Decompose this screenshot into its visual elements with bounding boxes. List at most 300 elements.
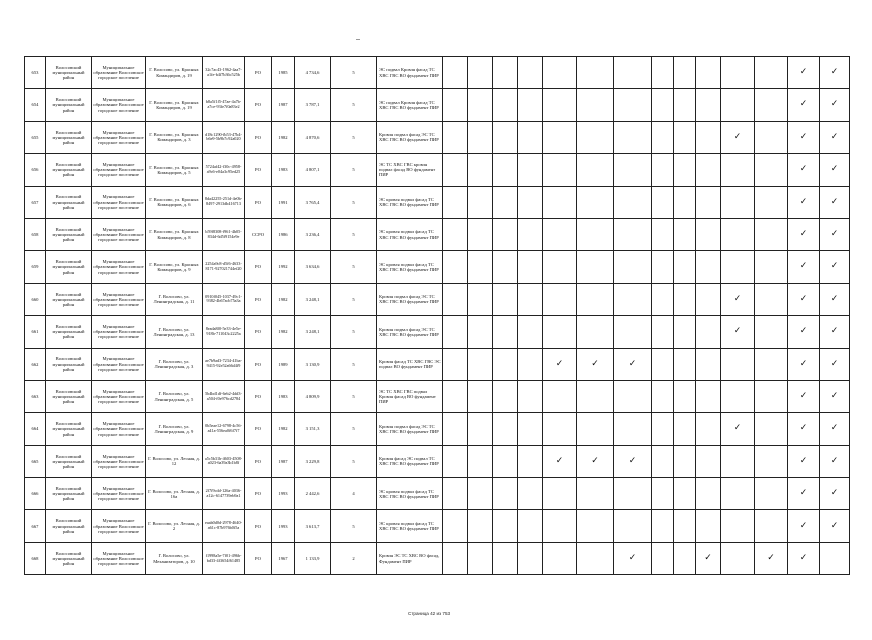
table-row [25,478,850,510]
empty-check-cell [696,445,721,477]
empty-check-cell [518,413,543,445]
row-number: 660 [25,283,46,315]
empty-check-cell [755,218,788,250]
guid-cell: 2f7f9cdd-126a-4036-a12c-6147739eb9a1 [203,478,245,510]
checkmark-icon: ✓ [543,348,577,380]
empty-check-cell [493,348,518,380]
empty-check-cell [468,57,493,89]
table-row [25,316,850,348]
empty-check-cell [468,445,493,477]
empty-check-cell [468,542,493,574]
empty-check-cell [468,283,493,315]
empty-check-cell [755,380,788,412]
empty-check-cell [577,542,614,574]
address-cell: Г. Волосово, ул. Ленинградская, д. 9 [146,413,203,445]
empty-check-cell [543,380,577,412]
empty-check-cell [652,542,674,574]
address-cell: Г. Волосово, ул. Лесная, д. 12 [146,445,203,477]
empty-check-cell [577,510,614,542]
guid-cell: b8a5f1f5-47ae-4a7b-a7ce-93fe7f0a83e2 [203,89,245,121]
settlement-cell: Муниципальное образование Волосовское городское поселение [92,380,146,412]
empty-check-cell [518,121,543,153]
empty-check-cell [674,283,696,315]
empty-check-cell [652,380,674,412]
address-cell: Г. Волосово, ул. Ленинградская, д. 3 [146,348,203,380]
district-cell: Волосовский муниципальный район [46,413,92,445]
empty-check-cell [577,283,614,315]
works-list-cell: ЭС кровля подвал фасад ТС ХВС ГВС ВО фундамент ПИР [377,478,443,510]
empty-check-cell [468,218,493,250]
empty-check-cell [755,445,788,477]
empty-check-cell [518,57,543,89]
year-cell: 1983 [272,154,295,186]
empty-check-cell [820,542,850,574]
works-list-cell: ЭС подвал Кровля фасад ТС ХВС ГВС ВО фундамент ПИР [377,57,443,89]
empty-check-cell [468,510,493,542]
settlement-cell: Муниципальное образование Волосовское городское поселение [92,316,146,348]
works-list-cell: ЭС кровля подвал фасад ТС ХВС ГВС ВО фундамент ПИР [377,510,443,542]
empty-check-cell [468,121,493,153]
empty-check-cell [443,380,468,412]
empty-check-cell [468,380,493,412]
area-cell: 4 809,9 [295,380,331,412]
guid-cell: ae7b9ad3-7234-41ba-9415-92e52a66d4f9 [203,348,245,380]
empty-check-cell [518,542,543,574]
empty-check-cell [443,413,468,445]
empty-check-cell [652,57,674,89]
empty-check-cell [443,283,468,315]
empty-check-cell [468,413,493,445]
empty-check-cell [696,89,721,121]
empty-check-cell [696,251,721,283]
table-row [25,445,850,477]
empty-check-cell [468,186,493,218]
table-row [25,251,850,283]
empty-check-cell [652,478,674,510]
table-row [25,542,850,574]
floors-cell: 2 [331,542,377,574]
guid-cell: 5b4bd1df-6eb2-4dd3-a504-f0e976cd2784 [203,380,245,412]
guid-cell: 0910f045-1037-49c1-9382-4b67acb75a3a [203,283,245,315]
table-body [25,57,850,575]
empty-check-cell [468,154,493,186]
floors-cell: 5 [331,316,377,348]
empty-check-cell [493,510,518,542]
address-cell: Г. Волосово, ул. Красных Командиров, д. 6 [146,186,203,218]
address-cell: Г. Волосово, ул. Лесная, д. 16а [146,478,203,510]
floors-cell: 5 [331,283,377,315]
checkmark-icon: ✓ [820,251,850,283]
empty-check-cell [652,89,674,121]
empty-check-cell [614,251,652,283]
guid-cell: 8eada8f0-5e33-4e5e-918b-711043c2225a [203,316,245,348]
empty-check-cell [652,186,674,218]
area-cell: 3 613,7 [295,510,331,542]
checkmark-icon: ✓ [788,348,820,380]
works-list-cell: Кровля фасад ТС ХВС ГВС ЭС подвал ВО фундамент ПИР [377,348,443,380]
empty-check-cell [543,154,577,186]
checkmark-icon: ✓ [788,380,820,412]
checkmark-icon: ✓ [788,121,820,153]
works-list-cell: Кровля подвал фасад ЭС ТС ХВС ГВС ВО фундамент ПИР [377,413,443,445]
empty-check-cell [518,283,543,315]
works-list-cell: ЭС кровля подвал фасад ТС ХВС ГВС ВО фундамент ПИР [377,218,443,250]
area-cell: 3 151,3 [295,413,331,445]
empty-check-cell [721,89,755,121]
empty-check-cell [614,316,652,348]
empty-check-cell [696,348,721,380]
checkmark-icon: ✓ [788,542,820,574]
empty-check-cell [468,89,493,121]
fund-type-cell: РО [245,186,272,218]
row-number: 656 [25,154,46,186]
scan-mark [356,39,360,40]
fund-type-cell: РО [245,413,272,445]
empty-check-cell [468,478,493,510]
empty-check-cell [721,510,755,542]
guid-cell: a5c5b31b-4603-4508-a023-6a39a3b1b8f [203,445,245,477]
empty-check-cell [518,251,543,283]
empty-check-cell [755,121,788,153]
empty-check-cell [721,380,755,412]
empty-check-cell [652,251,674,283]
empty-check-cell [493,316,518,348]
settlement-cell: Муниципальное образование Волосовское городское поселение [92,542,146,574]
area-cell: 3 765,4 [295,186,331,218]
checkmark-icon: ✓ [788,186,820,218]
empty-check-cell [696,121,721,153]
empty-check-cell [518,348,543,380]
area-cell: 4 807,1 [295,154,331,186]
district-cell: Волосовский муниципальный район [46,186,92,218]
empty-check-cell [614,510,652,542]
empty-check-cell [577,413,614,445]
works-list-cell: ЭС подвал Кровля фасад ТС ХВС ГВС ВО фундамент ПИР [377,89,443,121]
empty-check-cell [755,478,788,510]
empty-check-cell [721,251,755,283]
empty-check-cell [493,218,518,250]
empty-check-cell [577,89,614,121]
empty-check-cell [518,380,543,412]
empty-check-cell [674,154,696,186]
area-cell: 4 734,6 [295,57,331,89]
empty-check-cell [652,510,674,542]
fund-type-cell: РО [245,445,272,477]
empty-check-cell [493,57,518,89]
empty-check-cell [614,478,652,510]
address-cell: Г. Волосово, ул. Красных Командиров, д. 8 [146,218,203,250]
empty-check-cell [674,316,696,348]
district-cell: Волосовский муниципальный район [46,380,92,412]
checkmark-icon: ✓ [788,478,820,510]
district-cell: Волосовский муниципальный район [46,57,92,89]
empty-check-cell [614,283,652,315]
settlement-cell: Муниципальное образование Волосовское городское поселение [92,510,146,542]
empty-check-cell [755,510,788,542]
empty-check-cell [518,89,543,121]
empty-check-cell [696,380,721,412]
empty-check-cell [543,316,577,348]
address-cell: Г. Волосово, ул. Красных Командиров, д. 9 [146,251,203,283]
empty-check-cell [652,413,674,445]
checkmark-icon: ✓ [820,445,850,477]
year-cell: 1982 [272,413,295,445]
checkmark-icon: ✓ [820,478,850,510]
checkmark-icon: ✓ [788,154,820,186]
district-cell: Волосовский муниципальный район [46,154,92,186]
fund-type-cell: РО [245,542,272,574]
guid-cell: 2254a9c8-d5f6-4633-8171-927021744ef20 [203,251,245,283]
row-number: 654 [25,89,46,121]
empty-check-cell [696,186,721,218]
empty-check-cell [443,510,468,542]
table-row [25,121,850,153]
empty-check-cell [755,316,788,348]
fund-type-cell: РО [245,251,272,283]
address-cell: Г. Волосово, ул. Ленинградская, д. 13 [146,316,203,348]
fund-type-cell: РО [245,510,272,542]
empty-check-cell [755,251,788,283]
floors-cell: 5 [331,348,377,380]
empty-check-cell [493,121,518,153]
year-cell: 1982 [272,316,295,348]
empty-check-cell [577,121,614,153]
works-list-cell: ЭС ТС ХВС ГВС кровля подвал фасад ВО фундамент ПИР [377,154,443,186]
year-cell: 1987 [272,89,295,121]
year-cell: 1993 [272,510,295,542]
table-row [25,348,850,380]
area-cell: 3 248,1 [295,283,331,315]
empty-check-cell [674,186,696,218]
empty-check-cell [577,380,614,412]
empty-check-cell [493,186,518,218]
checkmark-icon: ✓ [721,413,755,445]
empty-check-cell [577,154,614,186]
empty-check-cell [543,186,577,218]
checkmark-icon: ✓ [788,445,820,477]
empty-check-cell [543,89,577,121]
checkmark-icon: ✓ [788,218,820,250]
empty-check-cell [493,478,518,510]
floors-cell: 5 [331,413,377,445]
works-list-cell: ЭС кровля подвал фасад ТС ХВС ГВС ВО фундамент ПИР [377,251,443,283]
district-cell: Волосовский муниципальный район [46,316,92,348]
empty-check-cell [696,57,721,89]
empty-check-cell [614,413,652,445]
fund-type-cell: РО [245,57,272,89]
empty-check-cell [443,89,468,121]
empty-check-cell [493,251,518,283]
floors-cell: 5 [331,380,377,412]
empty-check-cell [674,57,696,89]
year-cell: 1986 [272,218,295,250]
district-cell: Волосовский муниципальный район [46,283,92,315]
empty-check-cell [518,154,543,186]
empty-check-cell [674,121,696,153]
district-cell: Волосовский муниципальный район [46,251,92,283]
checkmark-icon: ✓ [755,542,788,574]
empty-check-cell [543,413,577,445]
address-cell: Г. Волосово, ул. Красных Командиров, д. 19 [146,57,203,89]
empty-check-cell [543,251,577,283]
checkmark-icon: ✓ [543,445,577,477]
works-list-cell: Кровля ЭС ТС ХВС ВО фасад, Фундамент ПИР [377,542,443,574]
checkmark-icon: ✓ [820,380,850,412]
address-cell: Г. Волосово, ул. Красных Командиров, д. 5 [146,154,203,186]
guid-cell: 5724af42-f30c-4958-a9c6-e04a3c95ed25 [203,154,245,186]
empty-check-cell [443,478,468,510]
checkmark-icon: ✓ [820,510,850,542]
empty-check-cell [518,510,543,542]
year-cell: 1991 [272,186,295,218]
empty-check-cell [614,186,652,218]
empty-check-cell [696,283,721,315]
area-cell: 3 236,4 [295,218,331,250]
district-cell: Волосовский муниципальный район [46,510,92,542]
empty-check-cell [443,186,468,218]
district-cell: Волосовский муниципальный район [46,218,92,250]
floors-cell: 5 [331,57,377,89]
guid-cell: 32c7ac43-1962-4aa7-a1fe-b4f7b36c525b [203,57,245,89]
settlement-cell: Муниципальное образование Волосовское городское поселение [92,218,146,250]
empty-check-cell [468,348,493,380]
row-number: 662 [25,348,46,380]
address-cell: Г. Волосово, ул. Красных Командиров, д. 19 [146,89,203,121]
district-cell: Волосовский муниципальный район [46,542,92,574]
empty-check-cell [443,445,468,477]
page-footer: Страница 42 из 753 [408,611,451,616]
checkmark-icon: ✓ [788,57,820,89]
guid-cell: f1998a5e-7f01-496b-bd33-4f3654f61485 [203,542,245,574]
district-cell: Волосовский муниципальный район [46,445,92,477]
empty-check-cell [577,251,614,283]
empty-check-cell [721,57,755,89]
works-list-cell: Кровля подвал фасад ЭС ТС ХВС ГВС ВО фундамент ПИР [377,283,443,315]
empty-check-cell [674,510,696,542]
empty-check-cell [755,186,788,218]
fund-type-cell: РО [245,380,272,412]
area-cell: 2 442,6 [295,478,331,510]
district-cell: Волосовский муниципальный район [46,478,92,510]
checkmark-icon: ✓ [721,283,755,315]
checkmark-icon: ✓ [820,218,850,250]
empty-check-cell [721,445,755,477]
empty-check-cell [443,348,468,380]
empty-check-cell [543,478,577,510]
housing-register-table [24,56,850,575]
row-number: 666 [25,478,46,510]
empty-check-cell [443,251,468,283]
empty-check-cell [755,57,788,89]
floors-cell: 5 [331,445,377,477]
fund-type-cell: РО [245,316,272,348]
year-cell: 1982 [272,121,295,153]
empty-check-cell [518,445,543,477]
address-cell: Г. Волосово, ул. Лесная, д. 2 [146,510,203,542]
empty-check-cell [518,478,543,510]
empty-check-cell [493,89,518,121]
empty-check-cell [674,542,696,574]
empty-check-cell [674,89,696,121]
works-list-cell: ЭС кровля подвал фасад ТС ХВС ГВС ВО фундамент ПИР [377,186,443,218]
table-row [25,380,850,412]
floors-cell: 5 [331,154,377,186]
empty-check-cell [443,218,468,250]
floors-cell: 5 [331,121,377,153]
checkmark-icon: ✓ [614,445,652,477]
area-cell: 3 229,8 [295,445,331,477]
empty-check-cell [614,89,652,121]
table-row [25,218,850,250]
row-number: 655 [25,121,46,153]
table-row [25,510,850,542]
works-list-cell: ЭС ТС ХВС ГВС подвал Кровля фасад ВО фундамент ПИР [377,380,443,412]
empty-check-cell [721,154,755,186]
empty-check-cell [721,218,755,250]
empty-check-cell [577,186,614,218]
empty-check-cell [577,316,614,348]
fund-type-cell: РО [245,478,272,510]
empty-check-cell [696,154,721,186]
empty-check-cell [518,218,543,250]
settlement-cell: Муниципальное образование Волосовское городское поселение [92,57,146,89]
checkmark-icon: ✓ [788,89,820,121]
empty-check-cell [543,121,577,153]
empty-check-cell [443,57,468,89]
area-cell: 4 870,6 [295,121,331,153]
guid-cell: b59f8308-f961-4b05-834d-6d5f9154e9e [203,218,245,250]
checkmark-icon: ✓ [788,510,820,542]
empty-check-cell [755,283,788,315]
empty-check-cell [543,542,577,574]
checkmark-icon: ✓ [820,413,850,445]
floors-cell: 5 [331,251,377,283]
table-row [25,413,850,445]
checkmark-icon: ✓ [820,154,850,186]
checkmark-icon: ✓ [820,283,850,315]
empty-check-cell [696,218,721,250]
empty-check-cell [614,154,652,186]
empty-check-cell [443,154,468,186]
empty-check-cell [652,283,674,315]
checkmark-icon: ✓ [614,348,652,380]
table-row [25,186,850,218]
empty-check-cell [674,348,696,380]
checkmark-icon: ✓ [696,542,721,574]
row-number: 658 [25,218,46,250]
empty-check-cell [493,542,518,574]
year-cell: 1992 [272,251,295,283]
empty-check-cell [652,445,674,477]
empty-check-cell [518,186,543,218]
empty-check-cell [443,542,468,574]
empty-check-cell [443,121,468,153]
checkmark-icon: ✓ [820,348,850,380]
fund-type-cell: ССРО [245,218,272,250]
empty-check-cell [614,380,652,412]
fund-type-cell: РО [245,154,272,186]
row-number: 664 [25,413,46,445]
floors-cell: 5 [331,510,377,542]
empty-check-cell [443,316,468,348]
checkmark-icon: ✓ [788,251,820,283]
checkmark-icon: ✓ [577,348,614,380]
area-cell: 3 130,9 [295,348,331,380]
checkmark-icon: ✓ [577,445,614,477]
row-number: 668 [25,542,46,574]
empty-check-cell [518,316,543,348]
district-cell: Волосовский муниципальный район [46,348,92,380]
